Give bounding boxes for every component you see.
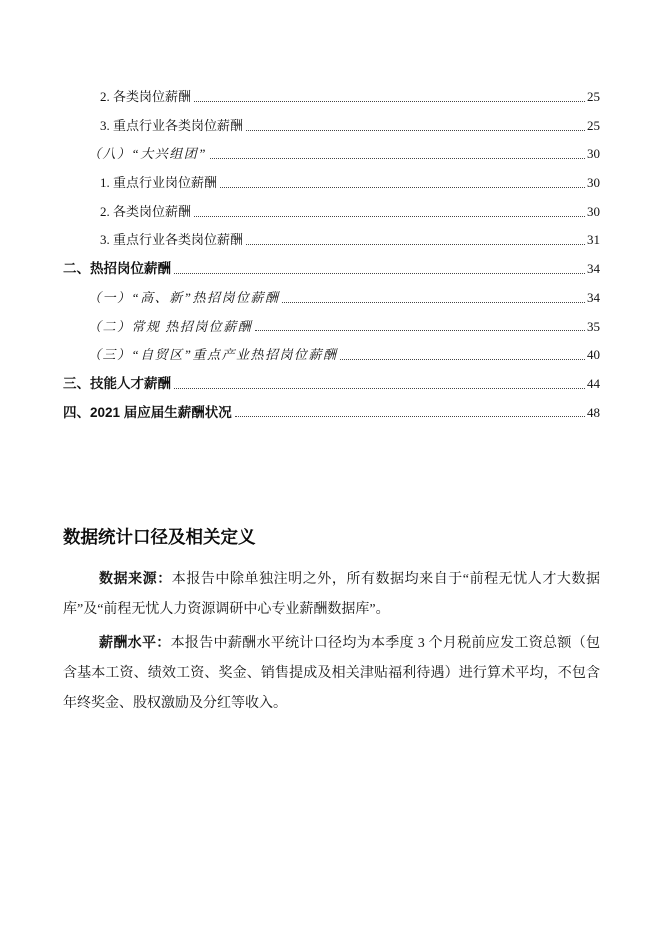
- toc-entry-label: 2. 各类岗位薪酬: [100, 89, 192, 104]
- toc-entry-label: 三、技能人才薪酬: [63, 375, 171, 391]
- toc-dot-leader: [210, 158, 585, 159]
- definition-term: 薪酬水平：: [99, 634, 171, 650]
- toc-entry[interactable]: [63, 83, 600, 112]
- toc-dot-leader: [194, 216, 585, 217]
- toc-entry-label: 3. 重点行业各类岗位薪酬: [100, 232, 244, 248]
- definition-term: 数据来源：: [99, 570, 172, 586]
- definition-text: 本报告中除单独注明之外，所有数据均来自于“前程无忧人才大数据库”及“前程无忧人力资源调研中心专业薪酬数据库”。: [63, 572, 600, 617]
- toc-entry-label: 3. 重点行业各类岗位薪酬: [100, 117, 244, 133]
- toc-page-number: 44: [587, 375, 600, 391]
- toc-page-number: 34: [587, 261, 600, 277]
- toc-entry[interactable]: [63, 198, 600, 227]
- toc-dot-leader: [174, 273, 585, 274]
- toc-page-number: 40: [587, 347, 600, 363]
- toc-entry-label: （二）常规 热招岗位薪酬: [88, 318, 253, 334]
- toc-page-number: 34: [587, 289, 600, 305]
- toc-dot-leader: [282, 302, 585, 303]
- toc-page-number: 30: [587, 175, 600, 191]
- toc-page-number: 48: [587, 404, 600, 420]
- toc-dot-leader: [194, 101, 585, 102]
- toc-entry-label: 四、2021 届应届生薪酬状况: [63, 404, 232, 420]
- toc-page-number: 30: [587, 203, 600, 219]
- toc-entry-label: （八）“大兴组团”: [88, 146, 207, 162]
- toc-entry-label: 1. 重点行业岗位薪酬: [100, 175, 218, 191]
- toc-dot-leader: [174, 388, 585, 389]
- section-heading: 数据统计口径及相关定义: [63, 527, 256, 547]
- toc-entry[interactable]: [63, 284, 600, 313]
- toc-entry[interactable]: [63, 112, 600, 141]
- toc-page-number: 30: [587, 146, 600, 162]
- toc-dot-leader: [235, 416, 585, 417]
- toc-page-number: 35: [587, 318, 600, 334]
- toc-dot-leader: [255, 330, 585, 331]
- table-of-contents: [63, 83, 600, 427]
- toc-entry[interactable]: [63, 313, 600, 342]
- definition-text: 本报告中薪酬水平统计口径均为本季度 3 个月税前应发工资总额（包含基本工资、绩效工资、奖金、销售提成及相关津贴福利待遇）进行算术平均，不包含年终奖金、股权激励及分红等收入。: [63, 636, 601, 711]
- toc-dot-leader: [246, 244, 585, 245]
- toc-entry-label: （三）“自贸区”重点产业热招岗位薪酬: [88, 347, 338, 363]
- toc-entry[interactable]: [63, 399, 600, 428]
- toc-entry[interactable]: [63, 140, 600, 169]
- toc-dot-leader: [340, 359, 585, 360]
- definitions-section: [63, 524, 600, 721]
- definition-paragraph: [63, 627, 600, 719]
- toc-dot-leader: [246, 130, 585, 131]
- toc-entry-label: 二、热招岗位薪酬: [63, 261, 171, 277]
- definition-paragraph: [63, 563, 600, 625]
- toc-dot-leader: [220, 187, 585, 188]
- toc-entry[interactable]: [63, 341, 600, 370]
- toc-entry-label: 2. 各类岗位薪酬: [100, 203, 192, 219]
- definitions-body: [63, 563, 600, 719]
- toc-entry-label: （一）“高、新”热招岗位薪酬: [88, 289, 280, 305]
- toc-page-number: 25: [587, 117, 600, 133]
- toc-entry[interactable]: [63, 255, 600, 284]
- toc-page-number: 25: [587, 89, 600, 104]
- toc-page-number: 31: [587, 232, 600, 248]
- toc-entry[interactable]: [63, 169, 600, 198]
- toc-entry[interactable]: [63, 226, 600, 255]
- toc-entry[interactable]: [63, 370, 600, 399]
